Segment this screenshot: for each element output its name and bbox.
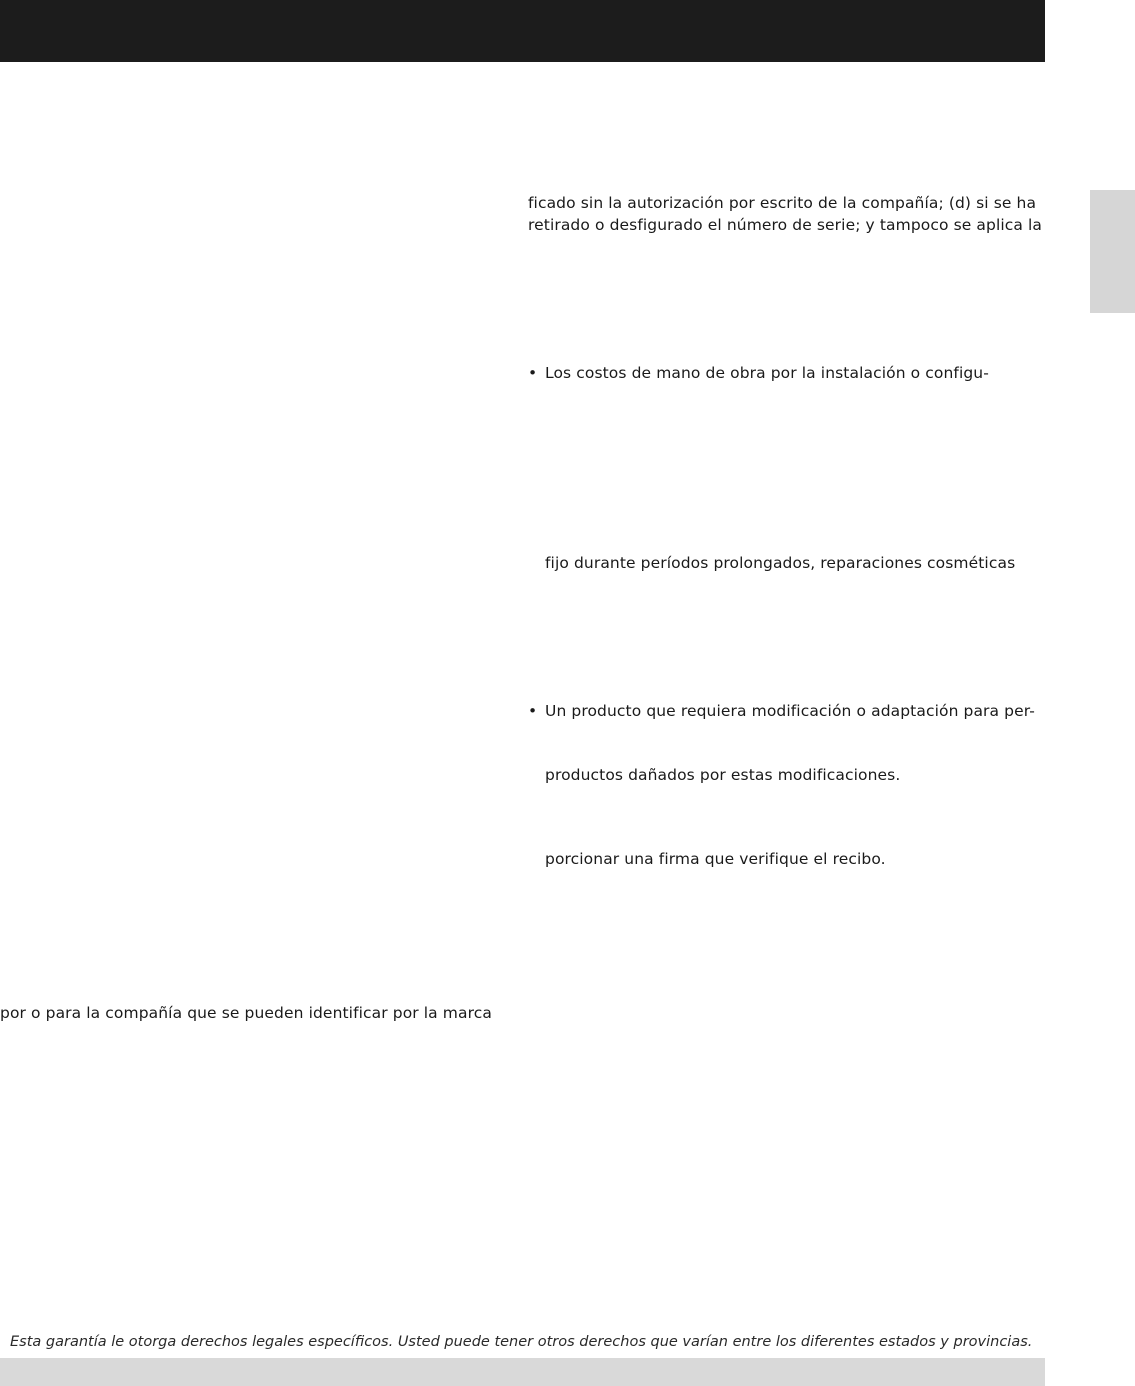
right-column-line-3: fijo durante períodos prolongados, reparaciones cosméticas [545,554,1016,572]
bullet-marker: • [528,702,538,720]
right-column-line-2: retirado o desfigurado el número de serie; y tampoco se aplica la [528,216,1043,234]
language-side-tab [1090,190,1135,313]
header-bar [0,0,1045,62]
bullet-marker: • [528,364,538,382]
right-column-line-1: ficado sin la autorización por escrito de la compañía; (d) si se ha [528,194,1037,212]
warranty-footer-note: Esta garantía le otorga derechos legales específicos. Usted puede tener otros derechos que varían entre los diferentes estados y provincias. [10,1334,1033,1350]
bullet-item-modified-product: Un producto que requiera modificación o adaptación para per- [545,702,1035,720]
bullet-item-labor-costs: Los costos de mano de obra por la instalación o configu- [545,364,989,382]
footer-bar [0,1358,1045,1386]
right-column-line-5: porcionar una firma que verifique el recibo. [545,850,886,868]
right-column-line-4: productos dañados por estas modificaciones. [545,766,901,784]
left-column-line-1: por o para la compañía que se pueden identificar por la marca [0,1004,492,1022]
